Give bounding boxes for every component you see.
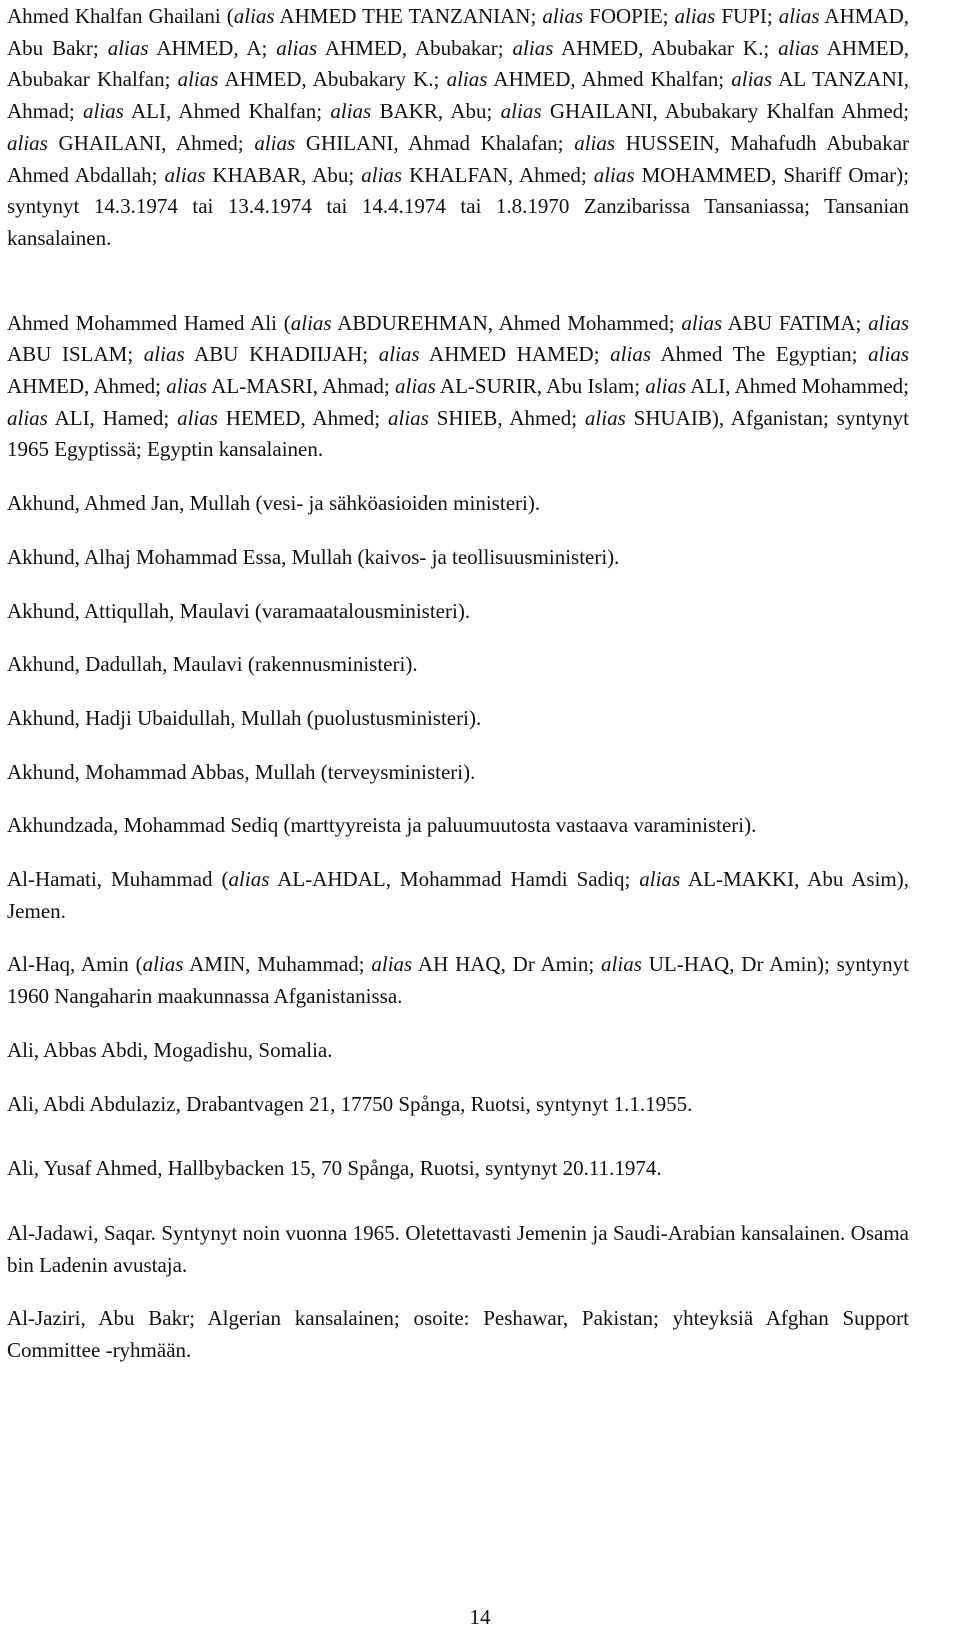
- entry-text: GHAILANI, Abubakary Khalfan Ahmed;: [541, 99, 910, 124]
- alias-label: alias: [610, 342, 652, 367]
- entry-text: AHMED HAMED;: [419, 342, 611, 367]
- alias-label: alias: [512, 35, 554, 60]
- alias-label: alias: [233, 4, 275, 28]
- entry-text: ABU FATIMA;: [722, 310, 869, 335]
- alias-label: alias: [674, 4, 716, 28]
- alias-label: alias: [394, 374, 436, 399]
- list-item: [7, 1035, 909, 1067]
- alias-label: alias: [446, 67, 488, 92]
- alias-label: alias: [574, 130, 616, 155]
- entry-text: Ahmed Khalfan Ghailani (: [7, 4, 234, 28]
- alias-label: alias: [593, 162, 635, 187]
- list-item: [7, 649, 909, 681]
- alias-label: alias: [177, 405, 218, 430]
- entry-text: ABU ISLAM;: [7, 342, 144, 367]
- entry-text: Akhund, Mohammad Abbas, Mullah (terveysministeri).: [7, 759, 476, 784]
- list-item: [7, 542, 909, 574]
- list-item: [7, 1218, 909, 1281]
- alias-label: alias: [371, 952, 413, 977]
- entry-text: AL-MASRI, Ahmad;: [207, 374, 395, 399]
- alias-label: alias: [7, 130, 48, 155]
- alias-label: alias: [107, 35, 149, 60]
- entry-text: AHMED THE TANZANIAN;: [274, 4, 543, 28]
- entry-text: AH HAQ, Dr Amin;: [412, 952, 602, 977]
- entry-text: Akhundzada, Mohammad Sediq (marttyyreista ja paluumuutosta vastaava varaministeri).: [7, 813, 757, 838]
- entry-text: Ahmed Mohammed Hamed Ali (: [7, 310, 291, 335]
- entry-text: SHIEB, Ahmed;: [428, 405, 585, 430]
- entry-text: Akhund, Alhaj Mohammad Essa, Mullah (kaivos- ja teollisuusministeri).: [7, 544, 620, 569]
- alias-label: alias: [166, 374, 208, 399]
- alias-label: alias: [542, 4, 584, 28]
- alias-label: alias: [164, 162, 206, 187]
- alias-label: alias: [387, 405, 429, 430]
- list-item: [7, 1303, 909, 1366]
- entry-text: FUPI;: [715, 4, 779, 28]
- list-item: [7, 596, 909, 628]
- alias-label: alias: [778, 4, 820, 28]
- entry-text: Ali, Abbas Abdi, Mogadishu, Somalia.: [7, 1037, 333, 1062]
- entry-text: AHMED, A;: [148, 35, 277, 60]
- entry-text: AL-MAKKI, Abu Asim), Jemen.: [7, 867, 909, 923]
- entry-text: FOOPIE;: [583, 4, 675, 28]
- list-item: [7, 703, 909, 735]
- entry-text: Ali, Yusaf Ahmed, Hallbybacken 15, 70 Spånga, Ruotsi, syntynyt 20.11.1974.: [7, 1156, 662, 1181]
- entry-text: UL-HAQ, Dr Amin); syntynyt 1960 Nangaharin maakunnassa Afganistanissa.: [7, 952, 909, 1009]
- entry-text: AL TANZANI, Ahmad;: [7, 67, 909, 124]
- entry-text: AHMAD, Abu Bakr;: [7, 4, 909, 60]
- list-item: [7, 810, 909, 842]
- entry-text: Akhund, Ahmed Jan, Mullah (vesi- ja sähköasioiden ministeri).: [7, 491, 541, 516]
- alias-label: alias: [7, 405, 48, 430]
- alias-label: alias: [731, 67, 773, 92]
- entry-text: AMIN, Muhammad;: [183, 952, 372, 977]
- alias-label: alias: [361, 162, 403, 187]
- list-item: [7, 1, 909, 255]
- entry-text: GHILANI, Ahmad Khalafan;: [295, 130, 575, 155]
- alias-label: alias: [500, 99, 542, 124]
- entry-text: GHAILANI, Ahmed;: [47, 130, 255, 155]
- alias-label: alias: [276, 35, 318, 60]
- alias-label: alias: [83, 99, 124, 124]
- entry-text: Al-Haq, Amin (: [7, 952, 143, 977]
- alias-label: alias: [868, 342, 909, 367]
- list-item: [7, 488, 909, 520]
- entry-text: AHMED, Abubakar K.;: [553, 35, 779, 60]
- entry-text: ALI, Hamed;: [47, 405, 178, 430]
- entry-text: ABU KHADIIJAH;: [184, 342, 379, 367]
- list-item: [7, 949, 909, 1012]
- entry-list: [7, 1, 909, 1367]
- entry-text: Akhund, Attiqullah, Maulavi (varamaatalousministeri).: [7, 598, 471, 623]
- entry-text: AHMED, Abubakar Khalfan;: [7, 35, 909, 92]
- entry-text: AHMED, Ahmed Khalfan;: [487, 67, 732, 92]
- entry-text: Ahmed The Egyptian;: [651, 342, 869, 367]
- list-item: [7, 864, 909, 927]
- list-item: [7, 1153, 909, 1185]
- list-item: [7, 757, 909, 789]
- entry-text: AL-AHDAL, Mohammad Hamdi Sadiq;: [269, 867, 640, 892]
- entry-text: KHALFAN, Ahmed;: [402, 162, 594, 187]
- entry-text: Al-Jaziri, Abu Bakr; Algerian kansalainen; osoite: Peshawar, Pakistan; yhteyksiä Afghan Support Committee -ryhmään.: [7, 1306, 909, 1363]
- entry-text: Ali, Abdi Abdulaziz, Drabantvagen 21, 17750 Spånga, Ruotsi, syntynyt 1.1.1955.: [7, 1091, 693, 1116]
- alias-label: alias: [601, 952, 642, 977]
- entry-text: KHABAR, Abu;: [205, 162, 362, 187]
- alias-label: alias: [681, 310, 723, 335]
- entry-text: Akhund, Dadullah, Maulavi (rakennusministeri).: [7, 652, 418, 677]
- entry-text: Al-Hamati, Muhammad (: [7, 867, 229, 892]
- entry-text: SHUAIB), Afganistan; syntynyt 1965 Egyptissä; Egyptin kansalainen.: [7, 405, 910, 462]
- alias-label: alias: [378, 342, 420, 367]
- entry-text: HEMED, Ahmed;: [217, 405, 388, 430]
- entry-text: AHMED, Ahmed;: [7, 374, 167, 399]
- page-number: 14: [469, 1605, 491, 1629]
- entry-text: AHMED, Abubakar;: [317, 35, 513, 60]
- entry-text: Akhund, Hadji Ubaidullah, Mullah (puolustusministeri).: [7, 705, 482, 730]
- alias-label: alias: [639, 867, 681, 892]
- entry-text: ALI, Ahmed Mohammed;: [686, 374, 909, 399]
- entry-text: MOHAMMED, Shariff Omar); syntynyt 14.3.1974 tai 13.4.1974 tai 14.4.1974 tai 1.8.1970 Zanzibarissa Tansaniassa; Tansanian kansalainen.: [7, 162, 909, 250]
- entry-text: ABDUREHMAN, Ahmed Mohammed;: [331, 310, 682, 335]
- entry-text: ALI, Ahmed Khalfan;: [123, 99, 331, 124]
- list-item: [7, 308, 909, 467]
- alias-label: alias: [645, 374, 687, 399]
- entry-text: AL-SURIR, Abu Islam;: [435, 374, 646, 399]
- alias-label: alias: [177, 67, 219, 92]
- alias-label: alias: [143, 342, 185, 367]
- alias-label: alias: [142, 952, 184, 977]
- list-item: [7, 1089, 909, 1121]
- entry-text: HUSSEIN, Mahafudh Abubakar Ahmed Abdallah;: [7, 130, 910, 187]
- alias-label: alias: [778, 35, 819, 60]
- entry-text: Al-Jadawi, Saqar. Syntynyt noin vuonna 1965. Oletettavasti Jemenin ja Saudi-Arabian kansalainen. Osama bin Ladenin avustaja.: [7, 1220, 909, 1277]
- alias-label: alias: [868, 310, 909, 335]
- alias-label: alias: [584, 405, 626, 430]
- alias-label: alias: [290, 310, 332, 335]
- alias-label: alias: [254, 130, 296, 155]
- alias-label: alias: [330, 99, 372, 124]
- alias-label: alias: [228, 867, 270, 892]
- entry-text: BAKR, Abu;: [371, 99, 501, 124]
- entry-text: AHMED, Abubakary K.;: [218, 67, 447, 92]
